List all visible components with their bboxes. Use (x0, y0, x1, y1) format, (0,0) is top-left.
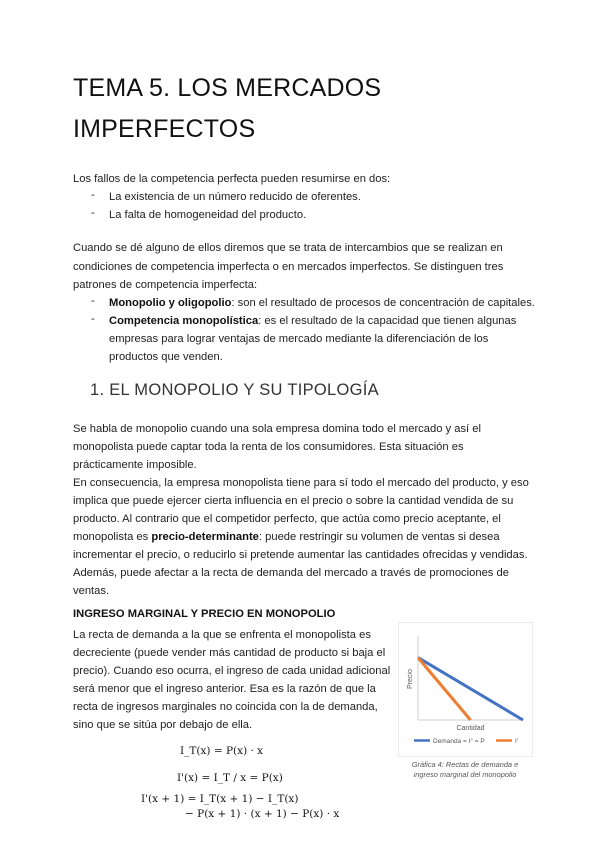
subsection-line6: sino que se sitúa por debajo de ella. (73, 719, 253, 731)
subsection-heading: INGRESO MARGINAL Y PRECIO EN MONOPOLIO (73, 608, 336, 620)
bullet-dash: - (91, 189, 95, 201)
formula-3a: I'(x + 1) = I_T(x + 1) − I_T(x) (141, 793, 299, 805)
para2-line1: Cuando se dé alguno de ellos diremos que se trata de intercambios que se realizan en (73, 242, 503, 254)
para2-item-2-line3: productos que venden. (109, 351, 223, 363)
para3-line5: implica que puede ejercer cierta influencia en el precio o sobre la cantidad vendida de su (73, 495, 514, 507)
term-competencia: Competencia monopolística (109, 315, 259, 327)
para3-line7a: monopolista es (73, 531, 152, 543)
legend-label-2: I' (515, 738, 519, 745)
bullet-dash: - (91, 313, 95, 325)
para3-line2: monopolista puede captar toda la renta de los consumidores. Esta situación es (73, 441, 464, 453)
subsection-line3: precio). Cuando eso ocurra, el ingreso de cada unidad adicional (73, 665, 391, 677)
bullet-dash: - (91, 207, 95, 219)
para2-item-2-line2: empresas para lograr ventajas de mercado mediante la diferenciación de los (109, 333, 489, 345)
subsection-line2: decreciente (puede vender más cantidad de producto si baja el (73, 647, 386, 659)
subsection-line5: recta de ingresos marginales no coincida con la de demanda, (73, 701, 378, 713)
intro-item-2: La falta de homogeneidad del producto. (109, 209, 307, 221)
subsection-line4: será menor que el ingreso anterior. Esa es la razón de que la (73, 683, 376, 695)
para2-line3: patrones de competencia imperfecta: (73, 279, 258, 291)
para2-item-2 (109, 313, 516, 330)
section-heading: 1. EL MONOPOLIO Y SU TIPOLOGÍA (90, 381, 379, 399)
para3-line6: producto. Al contrario que el competidor perfecto, que actúa como precio aceptante, el (73, 513, 501, 525)
caption-line1: Gráfica 4: Rectas de demanda e (411, 760, 519, 769)
term-monopolio-desc: : son el resultado de procesos de concentración de capitales. (231, 297, 535, 309)
page-title-line2: IMPERFECTOS (73, 115, 256, 143)
caption-line2: ingreso marginal del monopolio (413, 770, 517, 779)
x-axis-label: Cantidad (456, 725, 485, 732)
term-competencia-desc: : es el resultado de la capacidad que tienen algunas (258, 315, 517, 327)
para3-line7c: : puede restringir su volumen de ventas si desea (258, 531, 500, 543)
formula-1: I_T(x) = P(x) · x (180, 745, 264, 757)
intro-text: Los fallos de la competencia perfecta pueden resumirse en dos: (73, 173, 391, 185)
para3-line1: Se habla de monopolio cuando una sola empresa domina todo el mercado y así el (73, 423, 481, 435)
para2-item-1 (109, 295, 535, 312)
para3-line3: prácticamente imposible. (73, 459, 197, 471)
para3-line9: Además, puede afectar a la recta de demanda del mercado a través de promociones de (73, 567, 509, 579)
para2-line2: condiciones de competencia imperfecta o en mercados imperfectos. Se distinguen tres (73, 261, 504, 273)
bullet-dash: - (91, 295, 95, 307)
term-precio-determinante: precio-determinante (151, 531, 259, 543)
para3-line4: En consecuencia, la empresa monopolista tiene para sí todo el mercado del producto, y eso (73, 477, 529, 489)
y-axis-label: Precio (407, 669, 414, 689)
subsection-line1: La recta de demanda a la que se enfrenta el monopolista es (73, 629, 371, 641)
formula-3b: − P(x + 1) · (x + 1) − P(x) · x (185, 808, 340, 820)
para3-line10: ventas. (73, 585, 110, 597)
formula-2: I'(x) = I_T / x = P(x) (177, 772, 283, 784)
demand-chart (398, 622, 533, 757)
figure-caption (400, 760, 530, 780)
term-monopolio: Monopolio y oligopolio (109, 297, 232, 309)
para3-line7 (73, 529, 500, 546)
para3-line8: incrementar el precio, o reducirlo si pretende aumentar las cantidades ofrecidas y vendidas. (73, 549, 528, 561)
intro-item-1: La existencia de un número reducido de oferentes. (109, 191, 361, 203)
legend-label-1: Demanda = I° = P (433, 738, 485, 745)
page-title-line1: TEMA 5. LOS MERCADOS (73, 74, 382, 102)
